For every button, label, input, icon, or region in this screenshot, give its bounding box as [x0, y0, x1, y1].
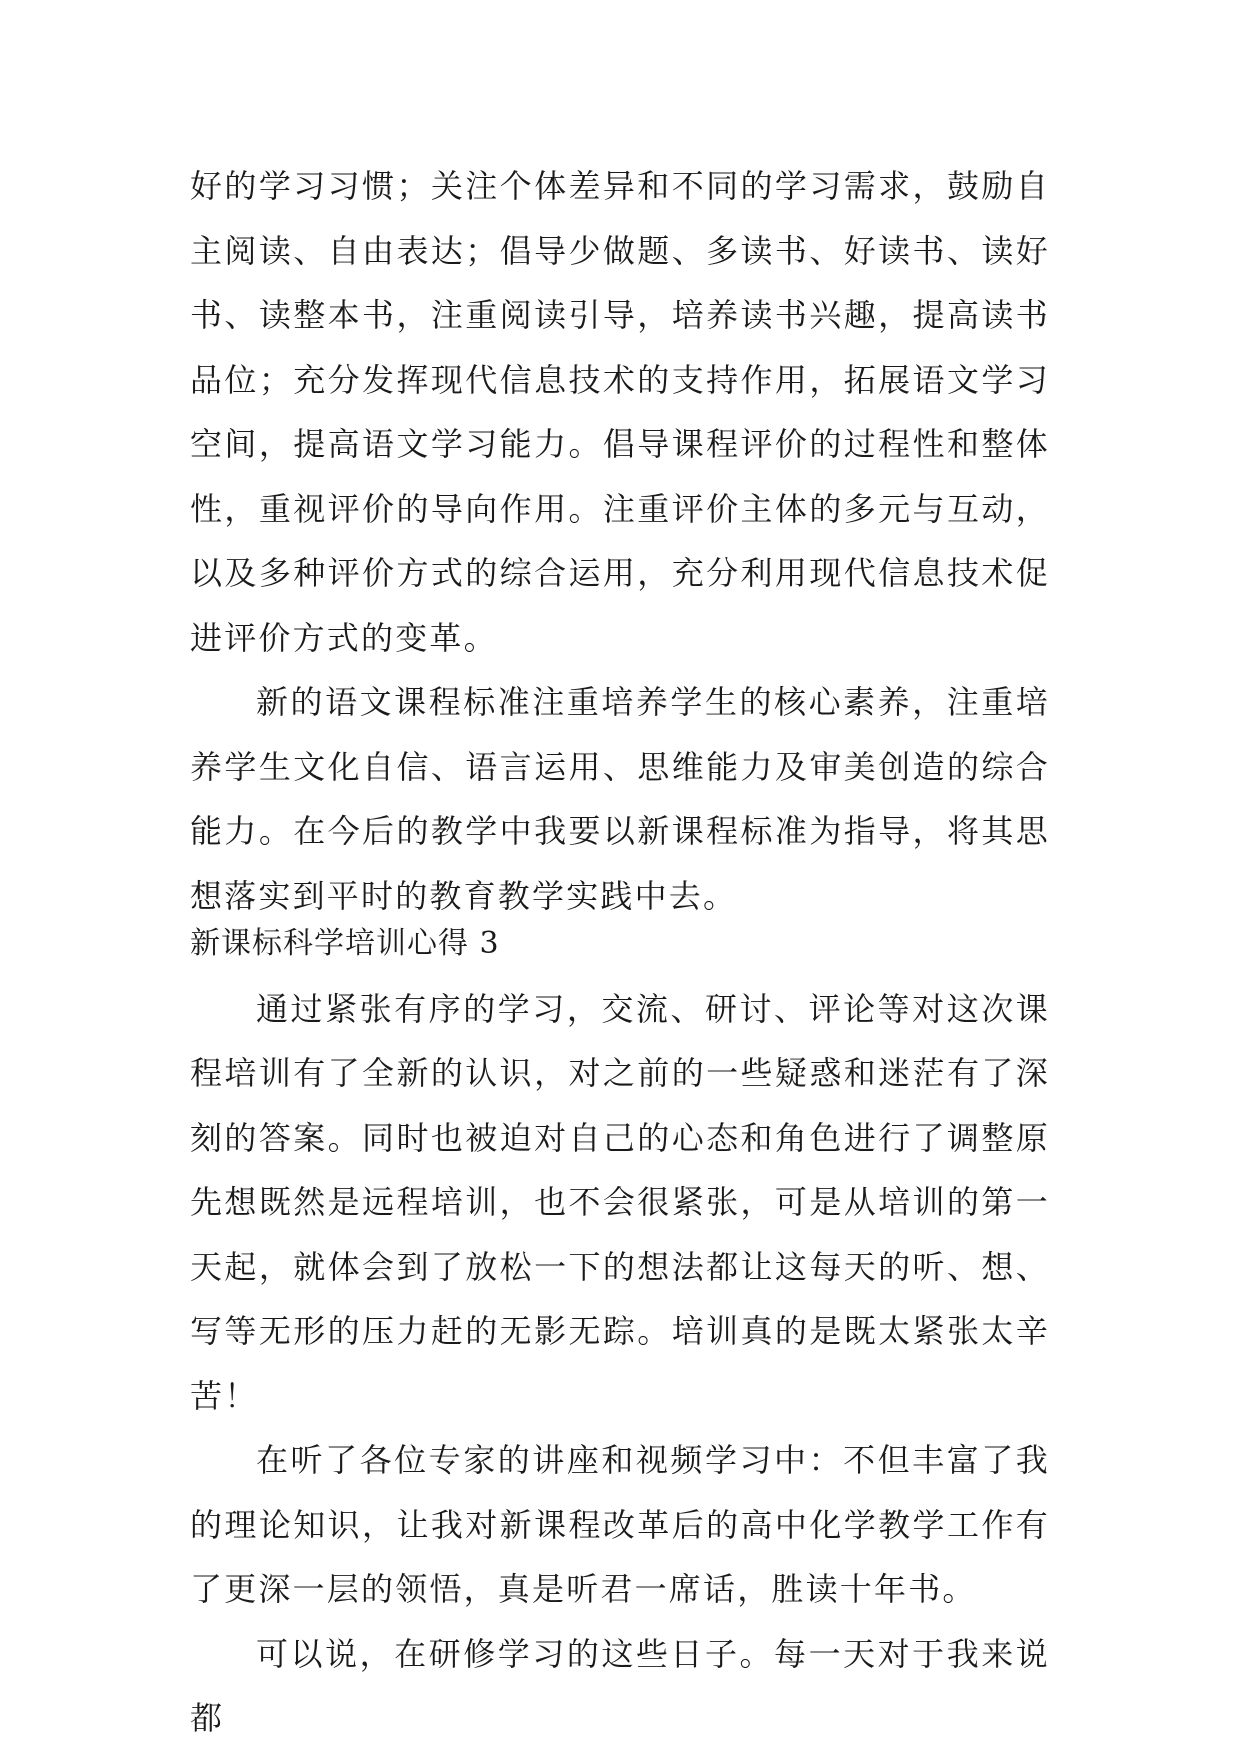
paragraph-study-days: 可以说，在研修学习的这些日子。每一天对于我来说都	[190, 1634, 1050, 1737]
paragraph-training-experience: 通过紧张有序的学习，交流、研讨、评论等对这次课程培训有了全新的认识，对之前的一些疑惑和迷茫有了深刻的答案。同时也被迫对自己的心态和角色进行了调整原先想既然是远程培训，也不会很紧张，可是从培训的第一天起，就体会到了放松一下的想法都让这每天的听、想、写等无形的压力赶的无影无踪。培训真的是既太紧张太辛苦！	[190, 989, 1050, 1415]
paragraph-expert-lectures: 在听了各位专家的讲座和视频学习中：不但丰富了我的理论知识，让我对新课程改革后的高中化学教学工作有了更深一层的领悟，真是听君一席话，胜读十年书。	[190, 1441, 1050, 1608]
section-heading: 新课标科学培训心得 3	[190, 926, 500, 961]
paragraph-new-curriculum: 新的语文课程标准注重培养学生的核心素养，注重培养学生文化自信、语言运用、思维能力及审美创造的综合能力。在今后的教学中我要以新课程标准为指导，将其思想落实到平时的教育教学实践中去。	[190, 683, 1050, 915]
text-section-bottom	[190, 912, 1050, 1751]
paragraph-continuation: 好的学习习惯；关注个体差异和不同的学习需求，鼓励自主阅读、自由表达；倡导少做题、多读书、好读书、读好书、读整本书，注重阅读引导，培养读书兴趣，提高读书品位；充分发挥现代信息技术的支持作用，拓展语文学习空间，提高语文学习能力。倡导课程评价的过程性和整体性，重视评价的导向作用。注重评价主体的多元与互动，以及多种评价方式的综合运用，充分利用现代信息技术促进评价方式的变革。	[190, 167, 1050, 657]
text-section-top	[190, 154, 1050, 928]
